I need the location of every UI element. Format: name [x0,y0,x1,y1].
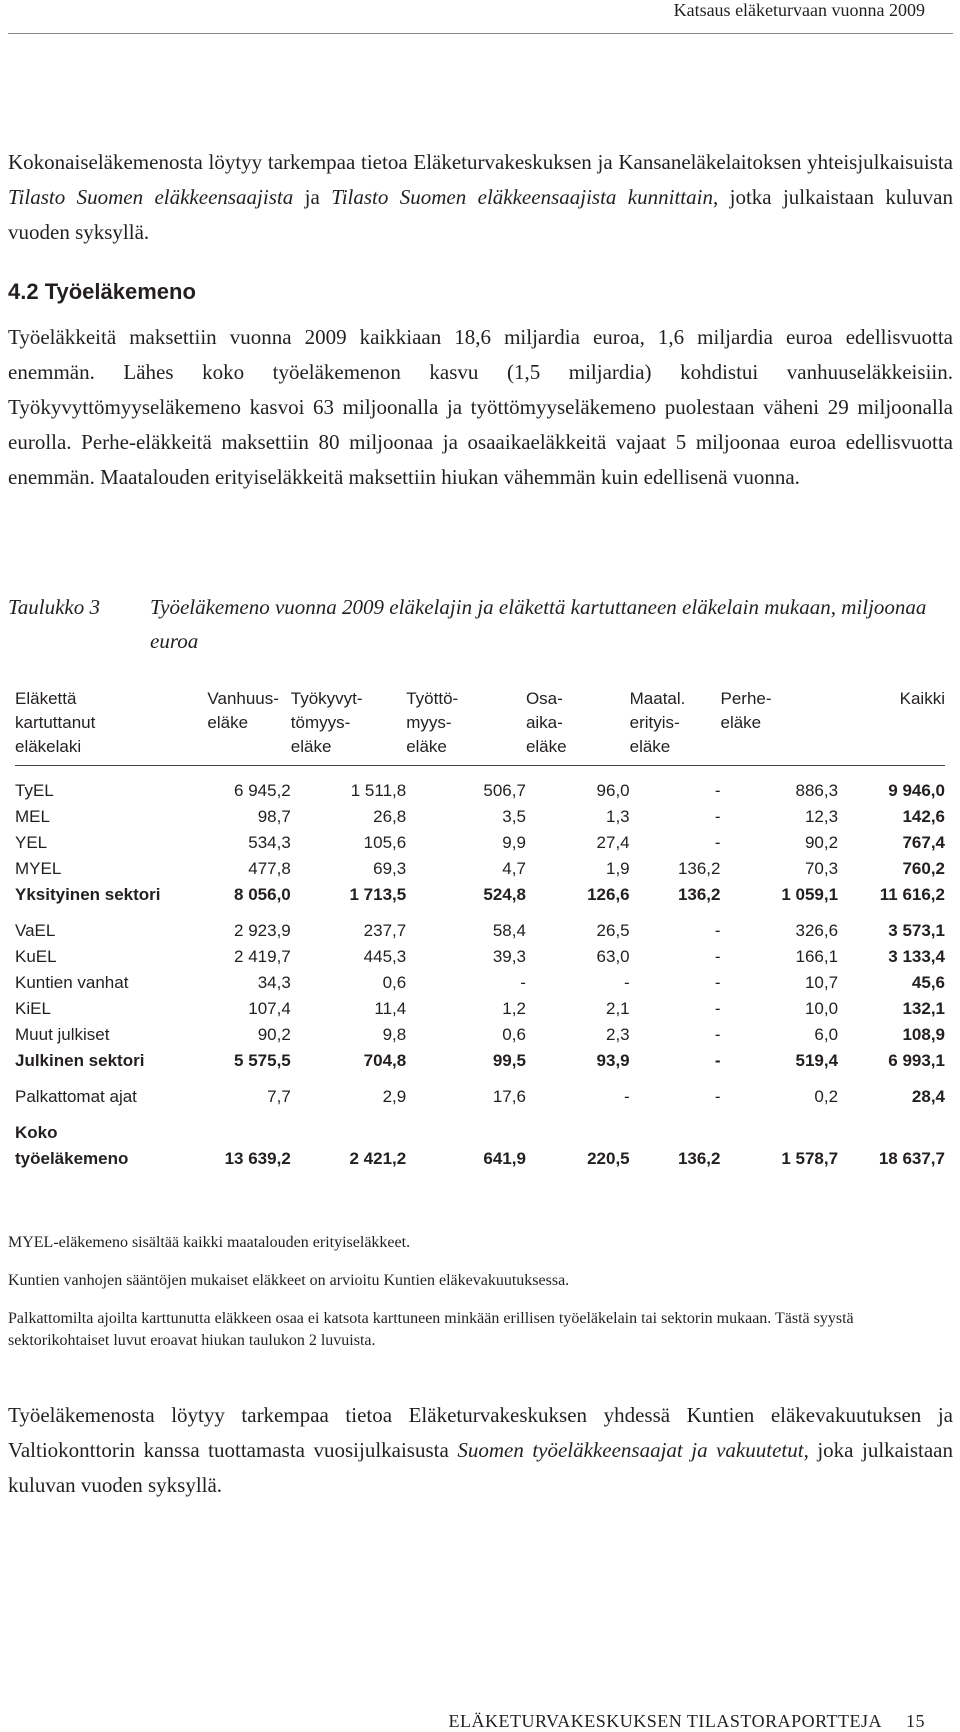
table-cell: 63,0 [596,947,630,966]
column-header: Eläkettä kartuttanut eläkelaki [15,687,207,766]
table-cell: 237,7 [363,921,407,940]
table-cell: - [714,781,721,800]
table-note-2: Kuntien vanhojen sääntöjen mukaiset eläkkeet on arvioitu Kuntien eläkevakuutuksessa. [8,1272,570,1289]
closing-title: Suomen työeläkkeensaajat ja vakuutetut [457,1438,804,1462]
row-label: Muut julkiset [15,1025,110,1044]
table-cell: 2 923,9 [234,921,291,940]
table-cell: 96,0 [596,781,630,800]
table-cell: 1,2 [502,999,526,1018]
table-cell: 641,9 [483,1149,526,1168]
table-cell: 107,4 [248,999,291,1018]
table-cell: 1 059,1 [781,885,839,904]
table-cell: 326,6 [795,921,839,940]
closing-text-2: , joka julkaistaan kuluvan vuoden syksyllä. [8,1438,953,1497]
table-cell: 105,6 [363,833,407,852]
table-cell: 1,3 [605,807,630,826]
table-cell: - [714,921,721,940]
intro-text-1: Kokonaiseläkemenosta löytyy tarkempaa tietoa Eläketurvakeskuksen ja Kansaneläkelaitoksen yhteisjulkaisuista [8,150,953,174]
table-cell: 1 713,5 [349,885,407,904]
table-row [15,908,945,944]
table-cell: 704,8 [363,1051,407,1070]
column-header: Kaikki [838,687,945,766]
table-cell: 2 419,7 [234,947,291,966]
header-rule [8,33,953,34]
intro-title-1: Tilasto Suomen eläkkeensaajista [8,185,294,209]
column-header: Perhe- eläke [720,687,838,766]
table-cell: 39,3 [492,947,526,966]
table-cell: 6,0 [814,1025,839,1044]
closing-paragraph [8,1398,953,1503]
table-cell: 2,1 [605,999,630,1018]
table-cell: 6 993,1 [888,1051,945,1070]
table-cell: 28,4 [911,1087,945,1106]
table-cell: 760,2 [902,859,945,878]
intro-text-2: ja [293,185,332,209]
table-cell: 2,3 [605,1025,630,1044]
table-cell: 58,4 [492,921,526,940]
footer-series: ELÄKETURVAKESKUKSEN TILASTORAPORTTEJA [448,1711,882,1731]
table-cell: 99,5 [492,1051,526,1070]
table-cell: 6 945,2 [234,781,291,800]
row-label: Yksityinen sektori [15,885,161,904]
table-cell: 45,6 [911,973,945,992]
table-cell: 142,6 [902,807,945,826]
table-note-1: MYEL-eläkemeno sisältää kaikki maatalouden erityiseläkkeet. [8,1234,411,1251]
column-header: Osa- aika- eläke [526,687,630,766]
table-cell: 126,6 [587,885,630,904]
column-header: Työttö- myys- eläke [406,687,526,766]
section-heading: 4.2 Työeläkemeno [8,279,196,304]
table-cell: 69,3 [373,859,407,878]
table-cell: 1 578,7 [781,1149,839,1168]
table-cell: 477,8 [248,859,291,878]
table-cell: 136,2 [677,859,721,878]
table-cell: 90,2 [257,1025,291,1044]
table-cell: - [714,1087,721,1106]
table-cell: 767,4 [902,833,945,852]
table-cell: 12,3 [804,807,839,826]
page-footer [449,1711,926,1732]
table-cell: 9,9 [502,833,526,852]
table-note-3: Palkattomilta ajoilta karttunutta eläkkeen osaa ei katsota karttuneen minkään erillisen työeläkelain tai sektorin mukaan. Tästä syystä sektorikohtaiset luvut eroavat hiukan taulukon 2 luvuista. [8,1310,854,1349]
running-header: Katsaus eläketurvaan vuonna 2009 [673,0,925,20]
intro-paragraph [8,145,953,250]
row-label: TyEL [15,781,54,800]
table-cell: 166,1 [795,947,839,966]
table-cell: 524,8 [483,885,526,904]
table-cell: - [714,1051,721,1070]
table-cell: 11 616,2 [879,885,945,904]
row-label: MEL [15,807,50,826]
table-cell: 220,5 [587,1149,630,1168]
table-label: Taulukko 3 [8,595,100,619]
table-cell: 93,9 [596,1051,630,1070]
table-cell: 108,9 [902,1025,945,1044]
table-cell: 1 511,8 [350,781,407,800]
table-cell: 11,4 [374,999,407,1018]
table-total-row [15,1110,945,1172]
row-label: KuEL [15,947,57,966]
table-cell: 27,4 [596,833,630,852]
table-cell: 2,9 [382,1087,407,1106]
table-cell: 98,7 [257,807,291,826]
table-cell: 1,9 [605,859,630,878]
table-row [15,944,945,970]
row-label: Kuntien vanhat [15,973,129,992]
table-cell: 26,5 [596,921,630,940]
table-cell: 519,4 [795,1051,839,1070]
table-cell: - [714,1025,721,1044]
table-row [15,830,945,856]
table-cell: - [714,833,721,852]
column-header: Työkyvyt- tömyys- eläke [291,687,406,766]
page-number: 15 [906,1711,925,1731]
table-row [15,970,945,996]
table-row [15,1074,945,1110]
table-cell: 4,7 [502,859,526,878]
table-header-row [15,687,945,766]
table-row [15,996,945,1022]
table-cell: 8 056,0 [234,885,291,904]
table-cell: 0,6 [382,973,407,992]
row-label: KiEL [15,999,51,1018]
table-cell: 10,0 [804,999,839,1018]
column-header: Vanhuus- eläke [207,687,290,766]
table-cell: 3 133,4 [888,947,945,966]
table-cell: 90,2 [804,833,839,852]
row-label: Palkattomat ajat [15,1087,137,1106]
row-label: Julkinen sektori [15,1051,145,1070]
table-cell: 136,2 [677,1149,721,1168]
table-cell: - [520,973,526,992]
table-cell: 132,1 [902,999,945,1018]
table-cell: 3 573,1 [888,921,945,940]
row-label: VaEL [15,921,56,940]
row-label: MYEL [15,859,62,878]
intro-title-2: Tilasto Suomen eläkkeensaajista kunnittain [331,185,713,209]
table-cell: 7,7 [267,1087,291,1106]
section-paragraph: Työeläkkeitä maksettiin vuonna 2009 kaikkiaan 18,6 miljardia euroa, 1,6 miljardia euroa edellisvuotta enemmän. Lähes koko työeläkemenon kasvu (1,5 miljardia) kohdistui vanhuuseläkkeisiin. Työkyvyttömyyseläkemeno kasvoi 63 miljoonalla ja työttömyyseläkemeno puolestaan väheni 29 miljoonalla eurolla. Perhe-eläkkeitä maksettiin 80 miljoonaa ja osaaikaeläkkeitä vajaat 5 miljoonaa euroa edellisvuotta enemmän. Maatalouden erityiseläkkeitä maksettiin hiukan vähemmän kuin edellisenä vuonna. [8,325,953,489]
table-cell: - [714,947,721,966]
table-cell: 2 421,2 [349,1149,407,1168]
pension-expenditure-table [15,687,945,1172]
row-label: YEL [15,833,48,852]
row-label: Koko työeläkemeno [15,1123,129,1168]
table-cell: - [623,973,630,992]
table-cell: 9 946,0 [888,781,945,800]
table-cell: 26,8 [373,807,407,826]
table-cell: 534,3 [248,833,291,852]
table-cell: 18 637,7 [878,1149,945,1168]
closing-text-1: Työeläkemenosta löytyy tarkempaa tietoa Eläketurvakeskuksen yhdessä Kuntien eläkevakuutuksen ja Valtiokonttorin kanssa tuottamasta vuosijulkaisusta [8,1403,953,1462]
table-cell: - [714,999,721,1018]
table-cell: 34,3 [257,973,291,992]
table-row [15,856,945,882]
table-row [15,1022,945,1048]
table-cell: 70,3 [804,859,839,878]
table-cell: 445,3 [363,947,407,966]
column-header: Maatal. erityis- eläke [630,687,721,766]
table-cell: 17,6 [492,1087,526,1106]
table-cell: 9,8 [382,1025,407,1044]
table-row [15,804,945,830]
table-caption-text: Työeläkemeno vuonna 2009 eläkelajin ja eläkettä kartuttaneen eläkelain mukaan, miljoonaa euroa [150,595,927,653]
table-cell: 10,7 [804,973,839,992]
table-cell: 886,3 [795,781,839,800]
table-cell: 5 575,5 [234,1051,291,1070]
table-row [15,766,945,805]
table-cell: - [714,973,721,992]
table-cell: 3,5 [502,807,526,826]
table-total-row [15,1048,945,1074]
table-cell: 0,2 [814,1087,839,1106]
table-cell: - [623,1087,630,1106]
table-cell: 0,6 [502,1025,526,1044]
table-cell: 136,2 [677,885,721,904]
table-total-row [15,882,945,908]
table-cell: 13 639,2 [224,1149,291,1168]
table-cell: - [714,807,721,826]
table-cell: 506,7 [483,781,526,800]
intro-text-3: , jotka julkaistaan kuluvan vuoden syksyllä. [8,185,953,244]
